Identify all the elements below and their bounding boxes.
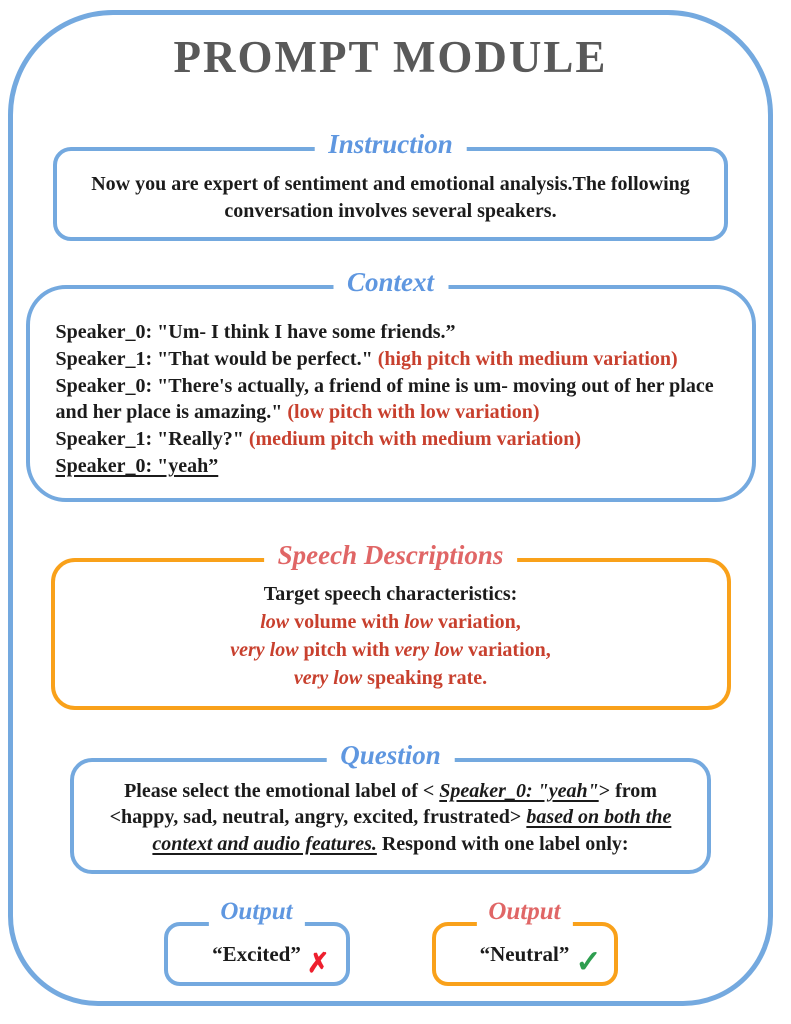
output-value-correct: “Neutral” (479, 941, 570, 966)
context-turn-1: Speaker_0: "Um- I think I have some friends.” (55, 321, 456, 343)
cross-icon: ✗ (306, 947, 330, 978)
question-box (70, 739, 711, 874)
output-box-correct (432, 897, 618, 986)
instruction-box (53, 129, 728, 241)
output-value-incorrect: “Excited” (212, 941, 301, 966)
page-title: PROMPT MODULE (173, 32, 608, 82)
speech-descriptions-box (51, 539, 731, 710)
context-turn-2: Speaker_1: "That would be perfect." (high pitch with medium variation) (55, 347, 678, 370)
prompt-module-frame (8, 10, 773, 1006)
context-label: Context (333, 268, 448, 298)
output-label-incorrect: Output (208, 898, 304, 926)
speech-line-3: very low speaking rate. (293, 666, 488, 689)
context-turn-3: Speaker_0: "There's actually, a friend of mine is um- moving out of her place and her place is amazing." (low pitch with low variation) (55, 374, 714, 424)
context-turn-target: Speaker_0: "yeah” (55, 454, 219, 477)
speech-heading: Target speech characteristics: (263, 582, 518, 605)
speech-descriptions-label: Speech Descriptions (264, 541, 518, 571)
outputs-row (13, 897, 768, 986)
speech-line-2: very low pitch with very low variation, (230, 638, 551, 661)
instruction-label: Instruction (314, 130, 467, 160)
speech-line-1: low volume with low variation, (260, 610, 521, 633)
check-icon: ✓ (575, 943, 602, 979)
output-box-incorrect (164, 897, 350, 986)
context-turn-4: Speaker_1: "Really?" (medium pitch with medium variation) (55, 428, 582, 451)
output-label-correct: Output (476, 898, 572, 926)
question-label: Question (326, 741, 455, 771)
instruction-text: Now you are expert of sentiment and emotional analysis.The following conversation involves several speakers. (91, 173, 690, 222)
question-text: Please select the emotional label of < Speaker_0: "yeah"> from <happy, sad, neutral, angry, excited, frustrated> based on both the context and audio features. Respond with one label only: (109, 779, 672, 855)
context-box (26, 267, 756, 502)
